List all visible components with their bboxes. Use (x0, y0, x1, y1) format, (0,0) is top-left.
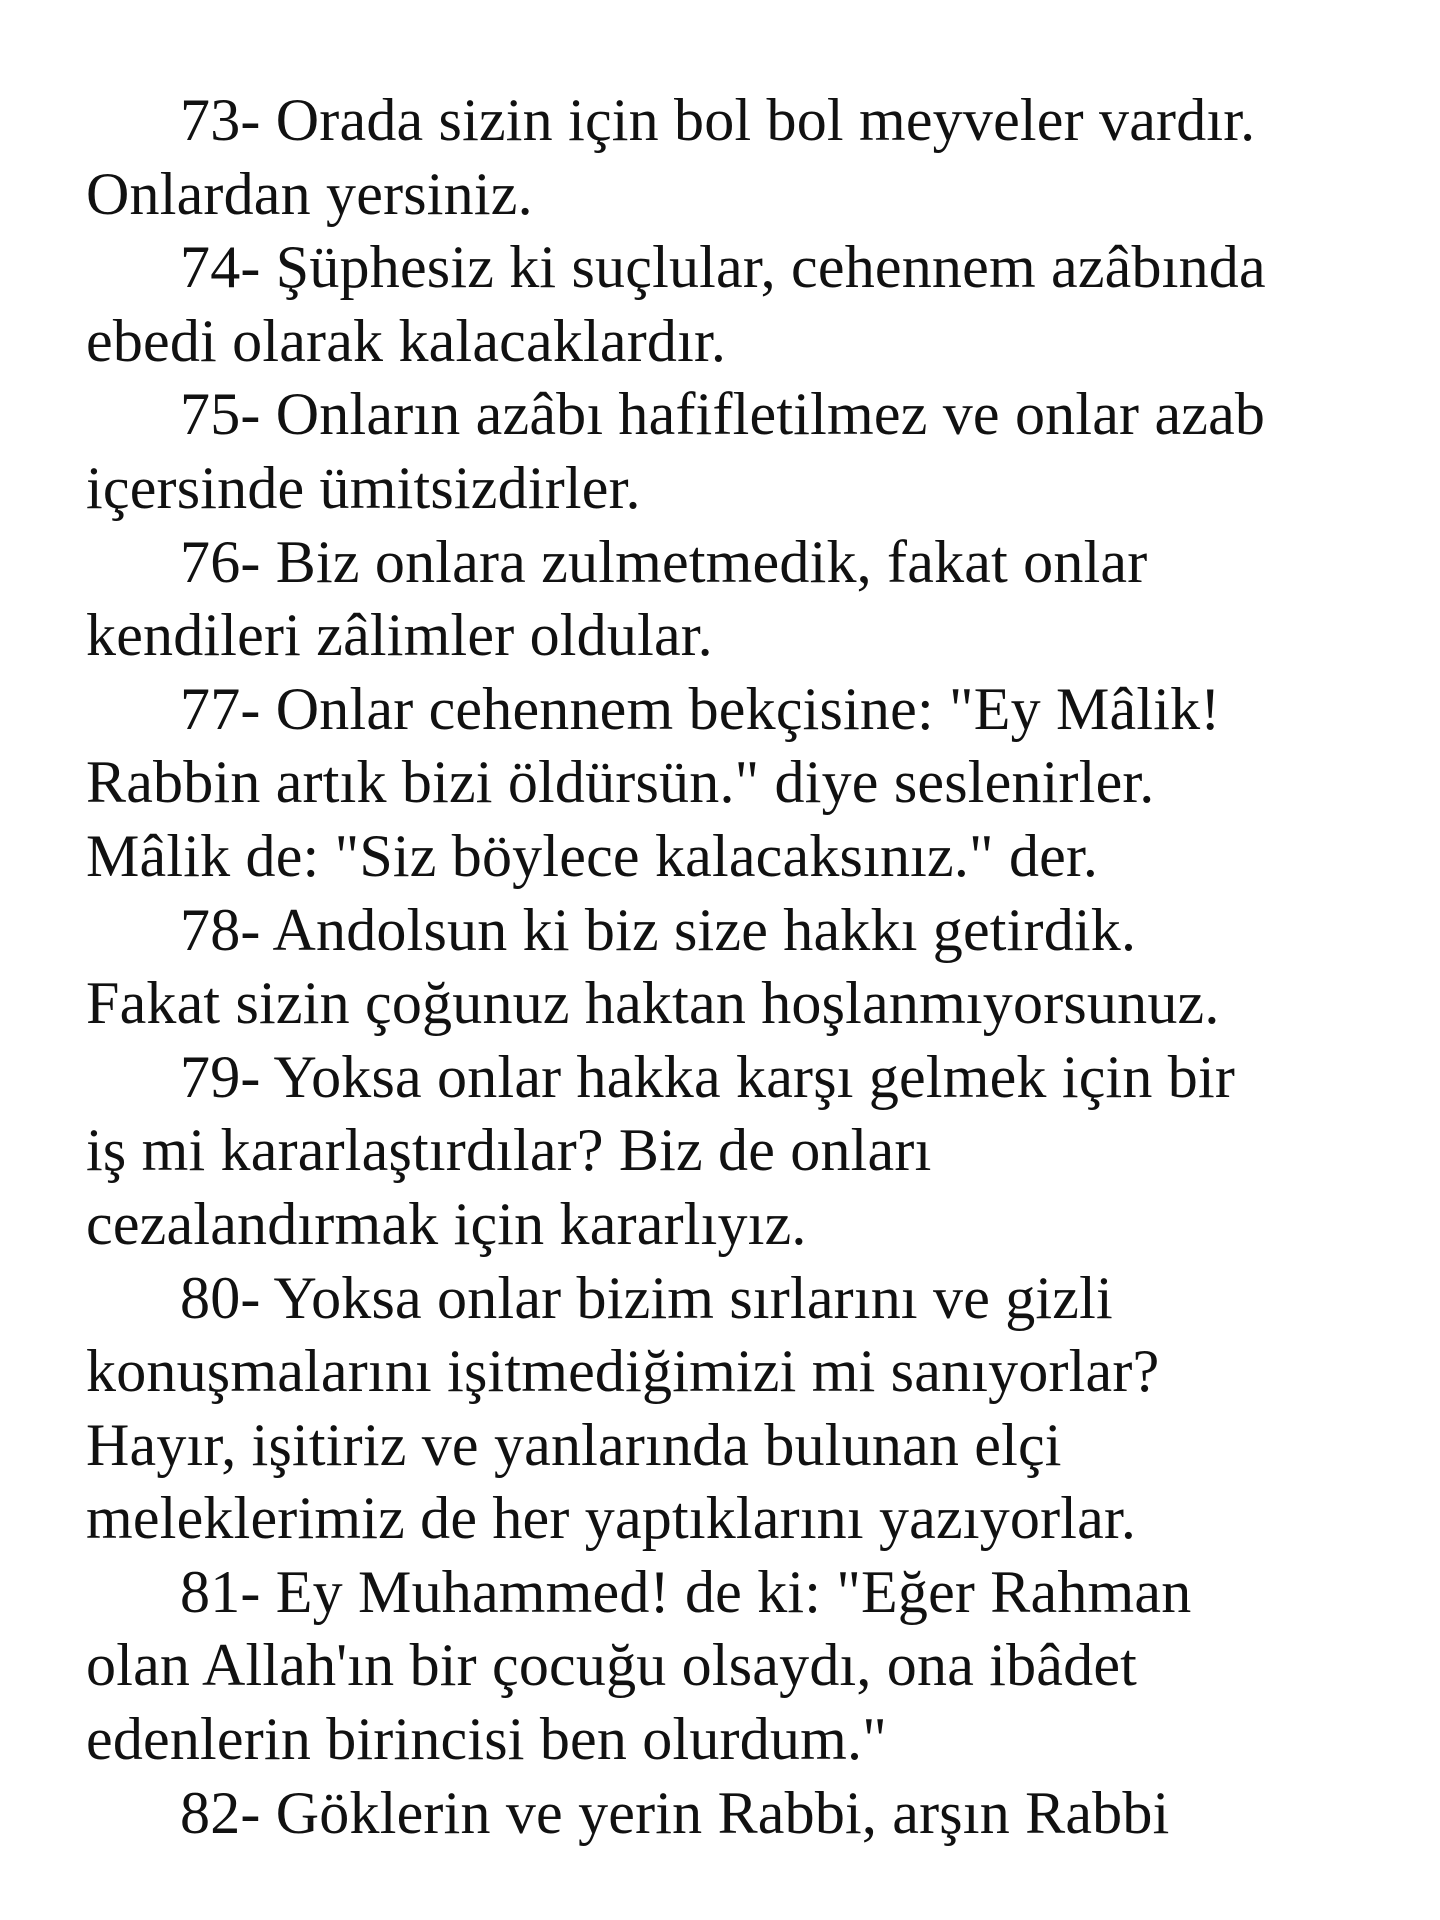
verse-77: 77- Onlar cehennem bekçisine: "Ey Mâlik! Rabbin artık bizi öldürsün." diye seslenirler. Mâlik de: "Siz böylece kalacaksınız." der. (86, 675, 1221, 889)
verse-74: 74- Şüphesiz ki suçlular, cehennem azâbında ebedi olarak kalacaklardır. (86, 234, 1266, 374)
verse-80: 80- Yoksa onlar bizim sırlarını ve gizli konuşmalarını işitmediğimizi mi sanıyorlar? Hayır, işitiriz ve yanlarında bulunan elçi meleklerimiz de her yaptıklarını yazıyorlar. (86, 1264, 1160, 1552)
verse-78: 78- Andolsun ki biz size hakkı getirdik. Fakat sizin çoğunuz haktan hoşlanmıyorsunuz. (86, 896, 1220, 1037)
document-page (86, 84, 1406, 1850)
verse-76: 76- Biz onlara zulmetmedik, fakat onlar kendileri zâlimler oldular. (86, 528, 1148, 669)
verse-75: 75- Onların azâbı hafifletilmez ve onlar azab içersinde ümitsizdirler. (86, 381, 1266, 521)
verse-82: 82- Göklerin ve yerin Rabbi, arşın Rabbi (180, 1779, 1170, 1846)
verse-79: 79- Yoksa onlar hakka karşı gelmek için bir iş mi kararlaştırdılar? Biz de onları cezalandırmak için kararlıyız. (86, 1043, 1236, 1257)
verse-73: 73- Orada sizin için bol bol meyveler vardır. Onlardan yersiniz. (86, 87, 1256, 227)
verse-81: 81- Ey Muhammed! de ki: "Eğer Rahman olan Allah'ın bir çocuğu olsaydı, ona ibâdet edenlerin birincisi ben olurdum." (86, 1558, 1192, 1773)
